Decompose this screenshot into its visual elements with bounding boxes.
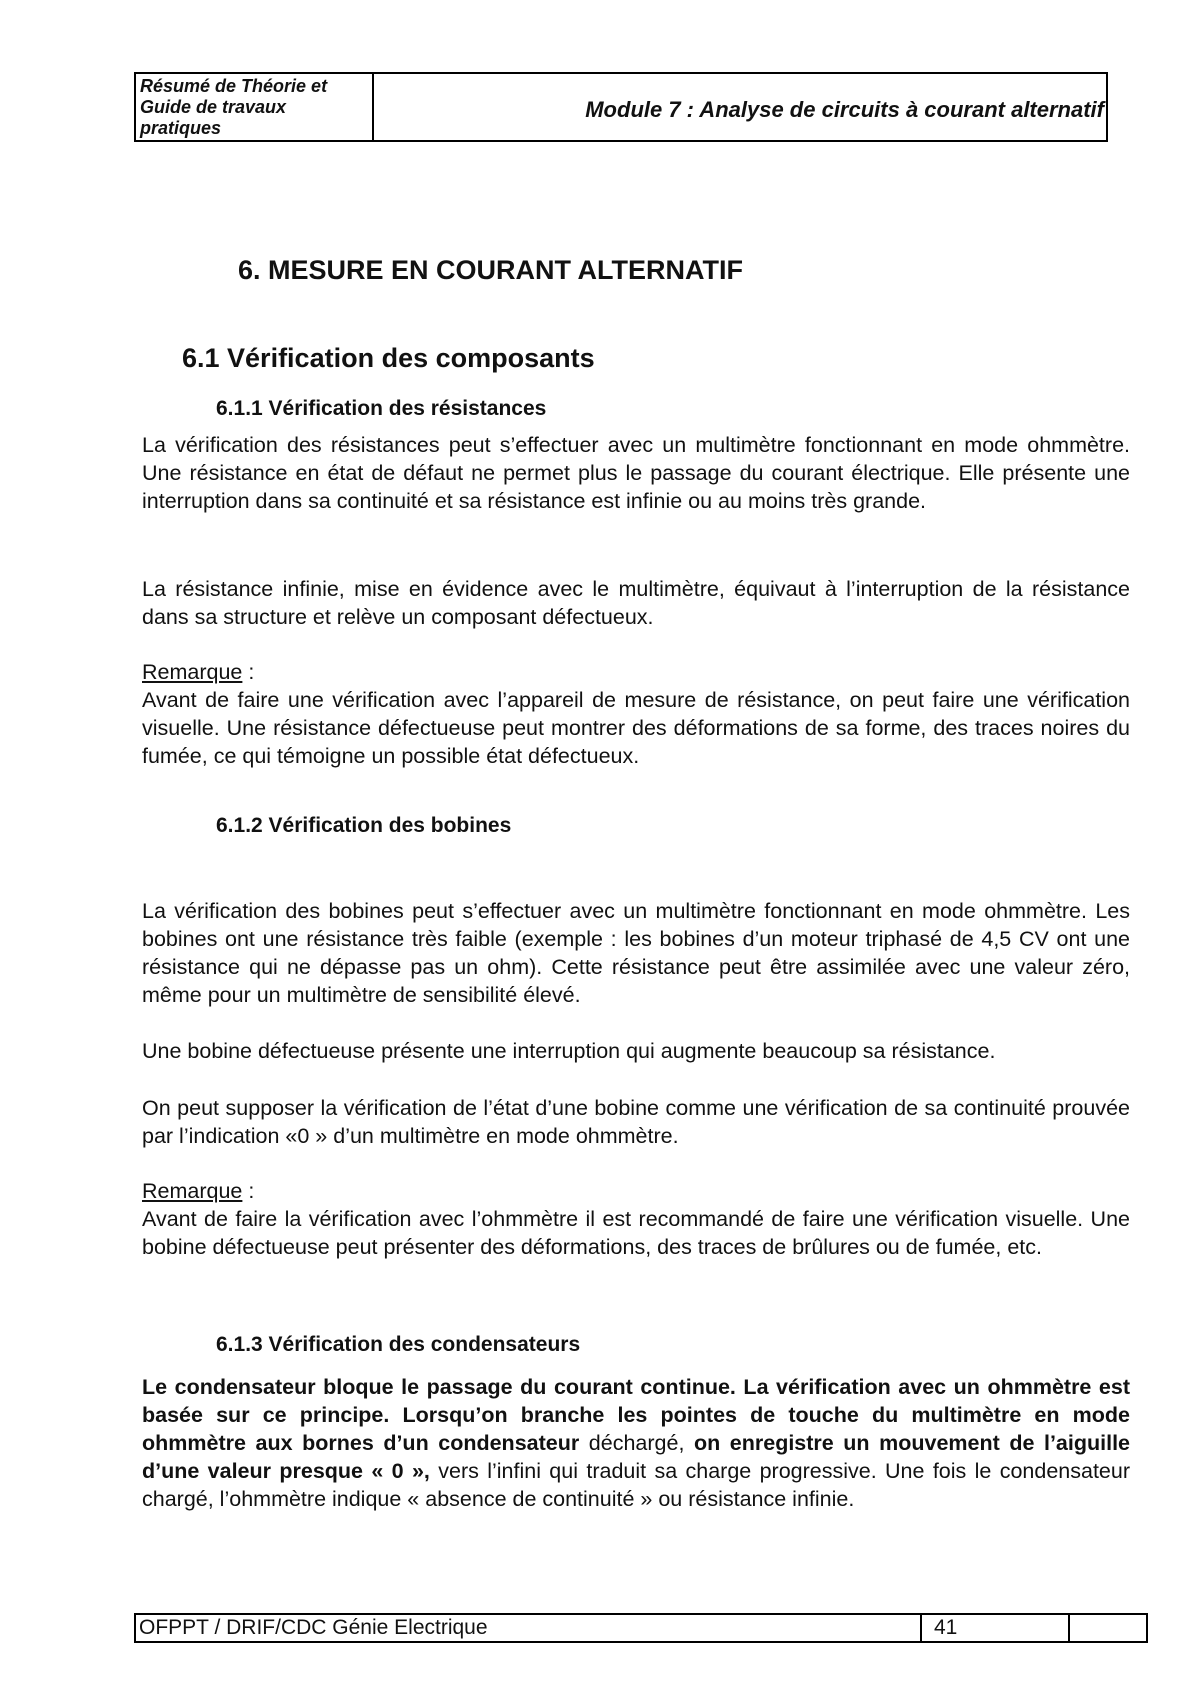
- subsection-title-condensateurs: 6.1.3 Vérification des condensateurs: [216, 1333, 581, 1356]
- remark-resistances-text: Avant de faire une vérification avec l’appareil de mesure de résistance, on peut faire une vérification visuelle. Une résistance défectueuse peut montrer des déformations de sa forme, des traces noires du fumée, ce qui témoigne un possible état défectueux.: [142, 688, 1130, 768]
- header-doc-type-line1: Résumé de Théorie et: [140, 76, 328, 96]
- remark-resistances-heading: [142, 658, 1130, 686]
- footer-organization: OFPPT / DRIF/CDC Génie Electrique: [136, 1615, 922, 1641]
- remark-colon: :: [242, 660, 255, 684]
- header-doc-type-line2: Guide de travaux: [140, 97, 287, 117]
- remark-colon: :: [242, 1179, 255, 1203]
- paragraph-bobines-2: Une bobine défectueuse présente une interruption qui augmente beaucoup sa résistance.: [142, 1039, 996, 1063]
- remark-label: Remarque: [142, 660, 243, 684]
- header-doc-type: [136, 74, 374, 140]
- page-header: [134, 72, 1108, 142]
- paragraph-resistances-1: La vérification des résistances peut s’effectuer avec un multimètre fonctionnant en mode ohmmètre. Une résistance en état de défaut ne permet plus le passage du courant électrique. Elle présente une interruption dans sa continuité et sa résistance est infinie ou au moins très grande.: [142, 433, 1130, 513]
- footer-page-number: 41: [922, 1615, 1070, 1641]
- footer-empty-cell: [1070, 1615, 1146, 1641]
- subsection-title-bobines: 6.1.2 Vérification des bobines: [216, 814, 512, 837]
- condensateurs-normal-b: vers l’infini qui traduit sa charge progressive. Une fois le condensateur chargé, l’ohmmètre indique « absence de continuité » ou résistance infinie.: [142, 1459, 1130, 1511]
- chapter-title: 6. MESURE EN COURANT ALTERNATIF: [238, 255, 743, 285]
- paragraph-bobines-3: On peut supposer la vérification de l’état d’une bobine comme une vérification de sa continuité prouvée par l’indication «0 » d’un multimètre en mode ohmmètre.: [142, 1096, 1130, 1148]
- header-module-title: Module 7 : Analyse de circuits à courant alternatif: [585, 97, 1104, 122]
- paragraph-bobines-1: La vérification des bobines peut s’effectuer avec un multimètre fonctionnant en mode ohmmètre. Les bobines ont une résistance très faible (exemple : les bobines d’un moteur triphasé de 4,5 CV ont une résistance qui ne dépasse pas un ohm). Cette résistance peut être assimilée avec une valeur zéro, même pour un multimètre de sensibilité élevé.: [142, 899, 1130, 1007]
- subsection-title-resistances: 6.1.1 Vérification des résistances: [216, 397, 547, 420]
- condensateurs-bold-b: on enregistre un mouvement de l’aiguille d’une valeur presque « 0 »,: [142, 1431, 1130, 1483]
- condensateurs-normal-a: déchargé,: [579, 1431, 694, 1455]
- header-doc-type-line3: pratiques: [140, 118, 222, 138]
- section-title: 6.1 Vérification des composants: [182, 343, 595, 373]
- paragraph-condensateurs: [142, 1373, 1130, 1513]
- paragraph-resistances-2: La résistance infinie, mise en évidence avec le multimètre, équivaut à l’interruption de la résistance dans sa structure et relève un composant défectueux.: [142, 577, 1130, 629]
- page-footer: [134, 1613, 1148, 1643]
- remark-label: Remarque: [142, 1179, 243, 1203]
- remark-bobines-text: Avant de faire la vérification avec l’ohmmètre il est recommandé de faire une vérification visuelle. Une bobine défectueuse peut présenter des déformations, des traces de brûlures ou de fumée, etc.: [142, 1207, 1130, 1259]
- condensateurs-bold-a: Le condensateur bloque le passage du courant continue. La vérification avec un ohmmètre est basée sur ce principe. Lorsqu’on branche les pointes de touche du multimètre en mode ohmmètre aux bornes d’un condensateur: [142, 1375, 1130, 1455]
- remark-bobines-heading: [142, 1177, 1130, 1205]
